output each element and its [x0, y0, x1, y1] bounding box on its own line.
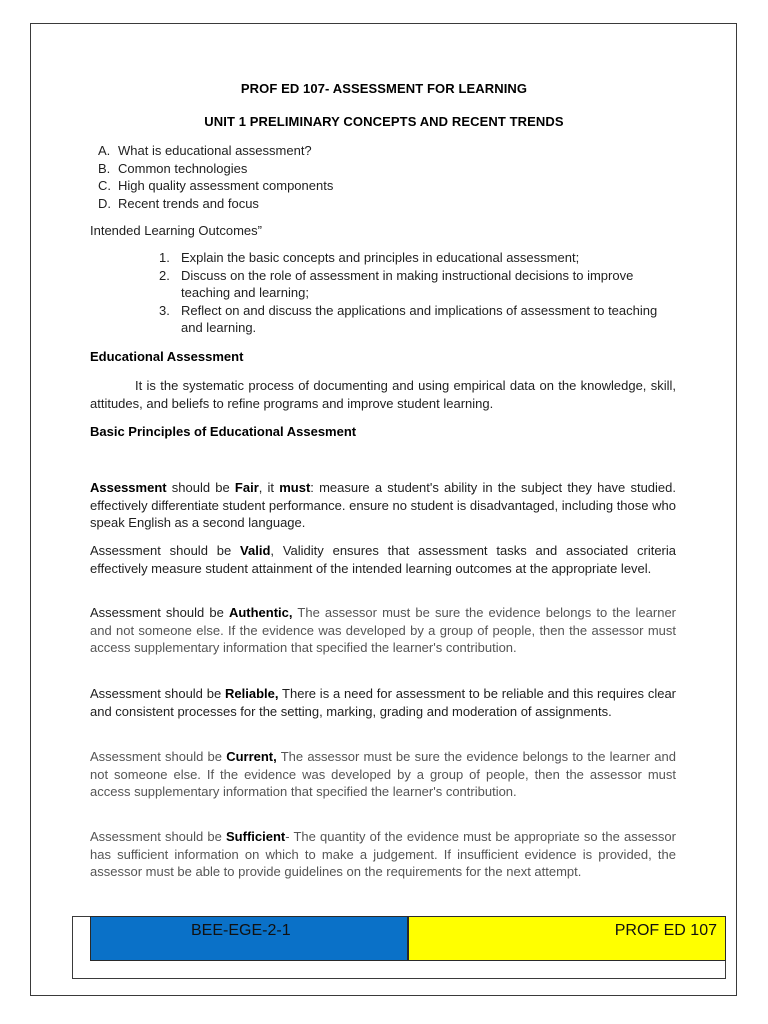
text-run: Assessment should be — [90, 829, 226, 844]
list-item-text: Reflect on and discuss the applications and implications of assessment to teaching and learning. — [181, 302, 658, 335]
text-run: should be — [166, 480, 235, 495]
text-run: Assessment should be — [90, 749, 227, 764]
text-run: , Validity ensures that assessment tasks and associated criteria effectively measure student attainment of the intended learning outcomes at the appropriate level. — [90, 543, 677, 576]
list-marker: B. — [98, 160, 111, 176]
list-marker: 1. — [159, 250, 170, 265]
footer-section-label: BEE-EGE-2-1 — [191, 922, 291, 939]
text-run: Assessment should be — [90, 605, 229, 620]
list-item — [98, 195, 333, 213]
list-item — [98, 142, 333, 160]
keyword: Reliable, — [225, 686, 279, 701]
footer-course-label: PROF ED 107 — [614, 922, 717, 939]
list-item — [159, 249, 679, 267]
keyword: Assessment — [90, 480, 167, 495]
keyword: Current, — [226, 749, 277, 764]
text-run: , it — [258, 480, 280, 495]
keyword: Authentic, — [228, 605, 293, 620]
text-run: Assessment should be — [90, 543, 241, 558]
list-item-text: Recent trends and focus — [118, 195, 259, 211]
list-item-text: What is educational assessment? — [118, 143, 312, 158]
paragraph-fair — [90, 479, 676, 532]
section-heading-basic-principles: Basic Principles of Educational Assesment — [90, 424, 357, 439]
keyword: Fair — [234, 480, 259, 495]
paragraph-sufficient — [90, 828, 676, 881]
document-title: PROF ED 107- ASSESSMENT FOR LEARNING — [240, 81, 528, 96]
list-item-text: Discuss on the role of assessment in making instructional decisions to improve teaching and learning; — [181, 267, 634, 300]
ilo-label: Intended Learning Outcomes” — [90, 223, 262, 238]
list-item — [98, 160, 333, 178]
keyword: Valid — [240, 543, 271, 558]
list-item-text: Common technologies — [118, 160, 248, 176]
list-marker: D. — [98, 195, 111, 211]
list-marker: 2. — [159, 267, 170, 283]
list-item-text: High quality assessment components — [118, 178, 334, 193]
footer-cell-course — [408, 916, 726, 961]
text-run: There is a need for assessment to be reliable and this requires clear and consistent processes for the setting, marking, grading and moderation of assignments. — [90, 686, 677, 719]
text-run: The assessor must be sure the evidence belongs to the learner and not someone else. If the evidence was developed by a group of people, then the assessor must access supplementary information that specified the learner's contribution. — [90, 605, 677, 655]
text-run: : measure a student's ability in the subject they have studied. effectively differentiate student performance. ensure no student is disadvantaged, including those who speak English as a second language. — [90, 480, 676, 530]
list-marker: A. — [98, 143, 111, 158]
text-run: - The quantity of the evidence must be appropriate so the assessor has sufficient information on which to make a judgement. If insufficient evidence is provided, the assessor must be able to provide guidelines on the requirements for the next attempt. — [90, 829, 676, 879]
footer-cell-section — [90, 916, 408, 961]
text-run: The assessor must be sure the evidence belongs to the learner and not someone else. If the evidence was developed by a group of people, then the assessor must access supplementary information that specified the learner's contribution. — [90, 749, 677, 799]
text-run: Assessment should be — [90, 686, 225, 701]
list-item-text: Explain the basic concepts and principles in educational assessment; — [181, 250, 580, 265]
paragraph-authentic — [90, 604, 676, 657]
paragraph-current — [90, 748, 676, 801]
unit-title: UNIT 1 PRELIMINARY CONCEPTS AND RECENT TRENDS — [204, 114, 564, 129]
paragraph-valid — [90, 542, 676, 577]
outcomes-list — [159, 249, 679, 337]
paragraph-educational-assessment: It is the systematic process of documenting and using empirical data on the knowledge, skill, attitudes, and beliefs to refine programs and improve student learning. — [90, 378, 676, 411]
topic-list — [98, 142, 333, 212]
list-marker: C. — [98, 178, 111, 193]
list-item — [98, 177, 333, 195]
keyword: Sufficient — [226, 829, 286, 844]
list-item — [159, 302, 679, 337]
section-heading-educational-assessment: Educational Assessment — [90, 349, 244, 364]
list-marker: 3. — [159, 302, 170, 318]
list-item — [159, 267, 679, 302]
paragraph-reliable — [90, 685, 676, 720]
keyword: must — [279, 480, 311, 495]
